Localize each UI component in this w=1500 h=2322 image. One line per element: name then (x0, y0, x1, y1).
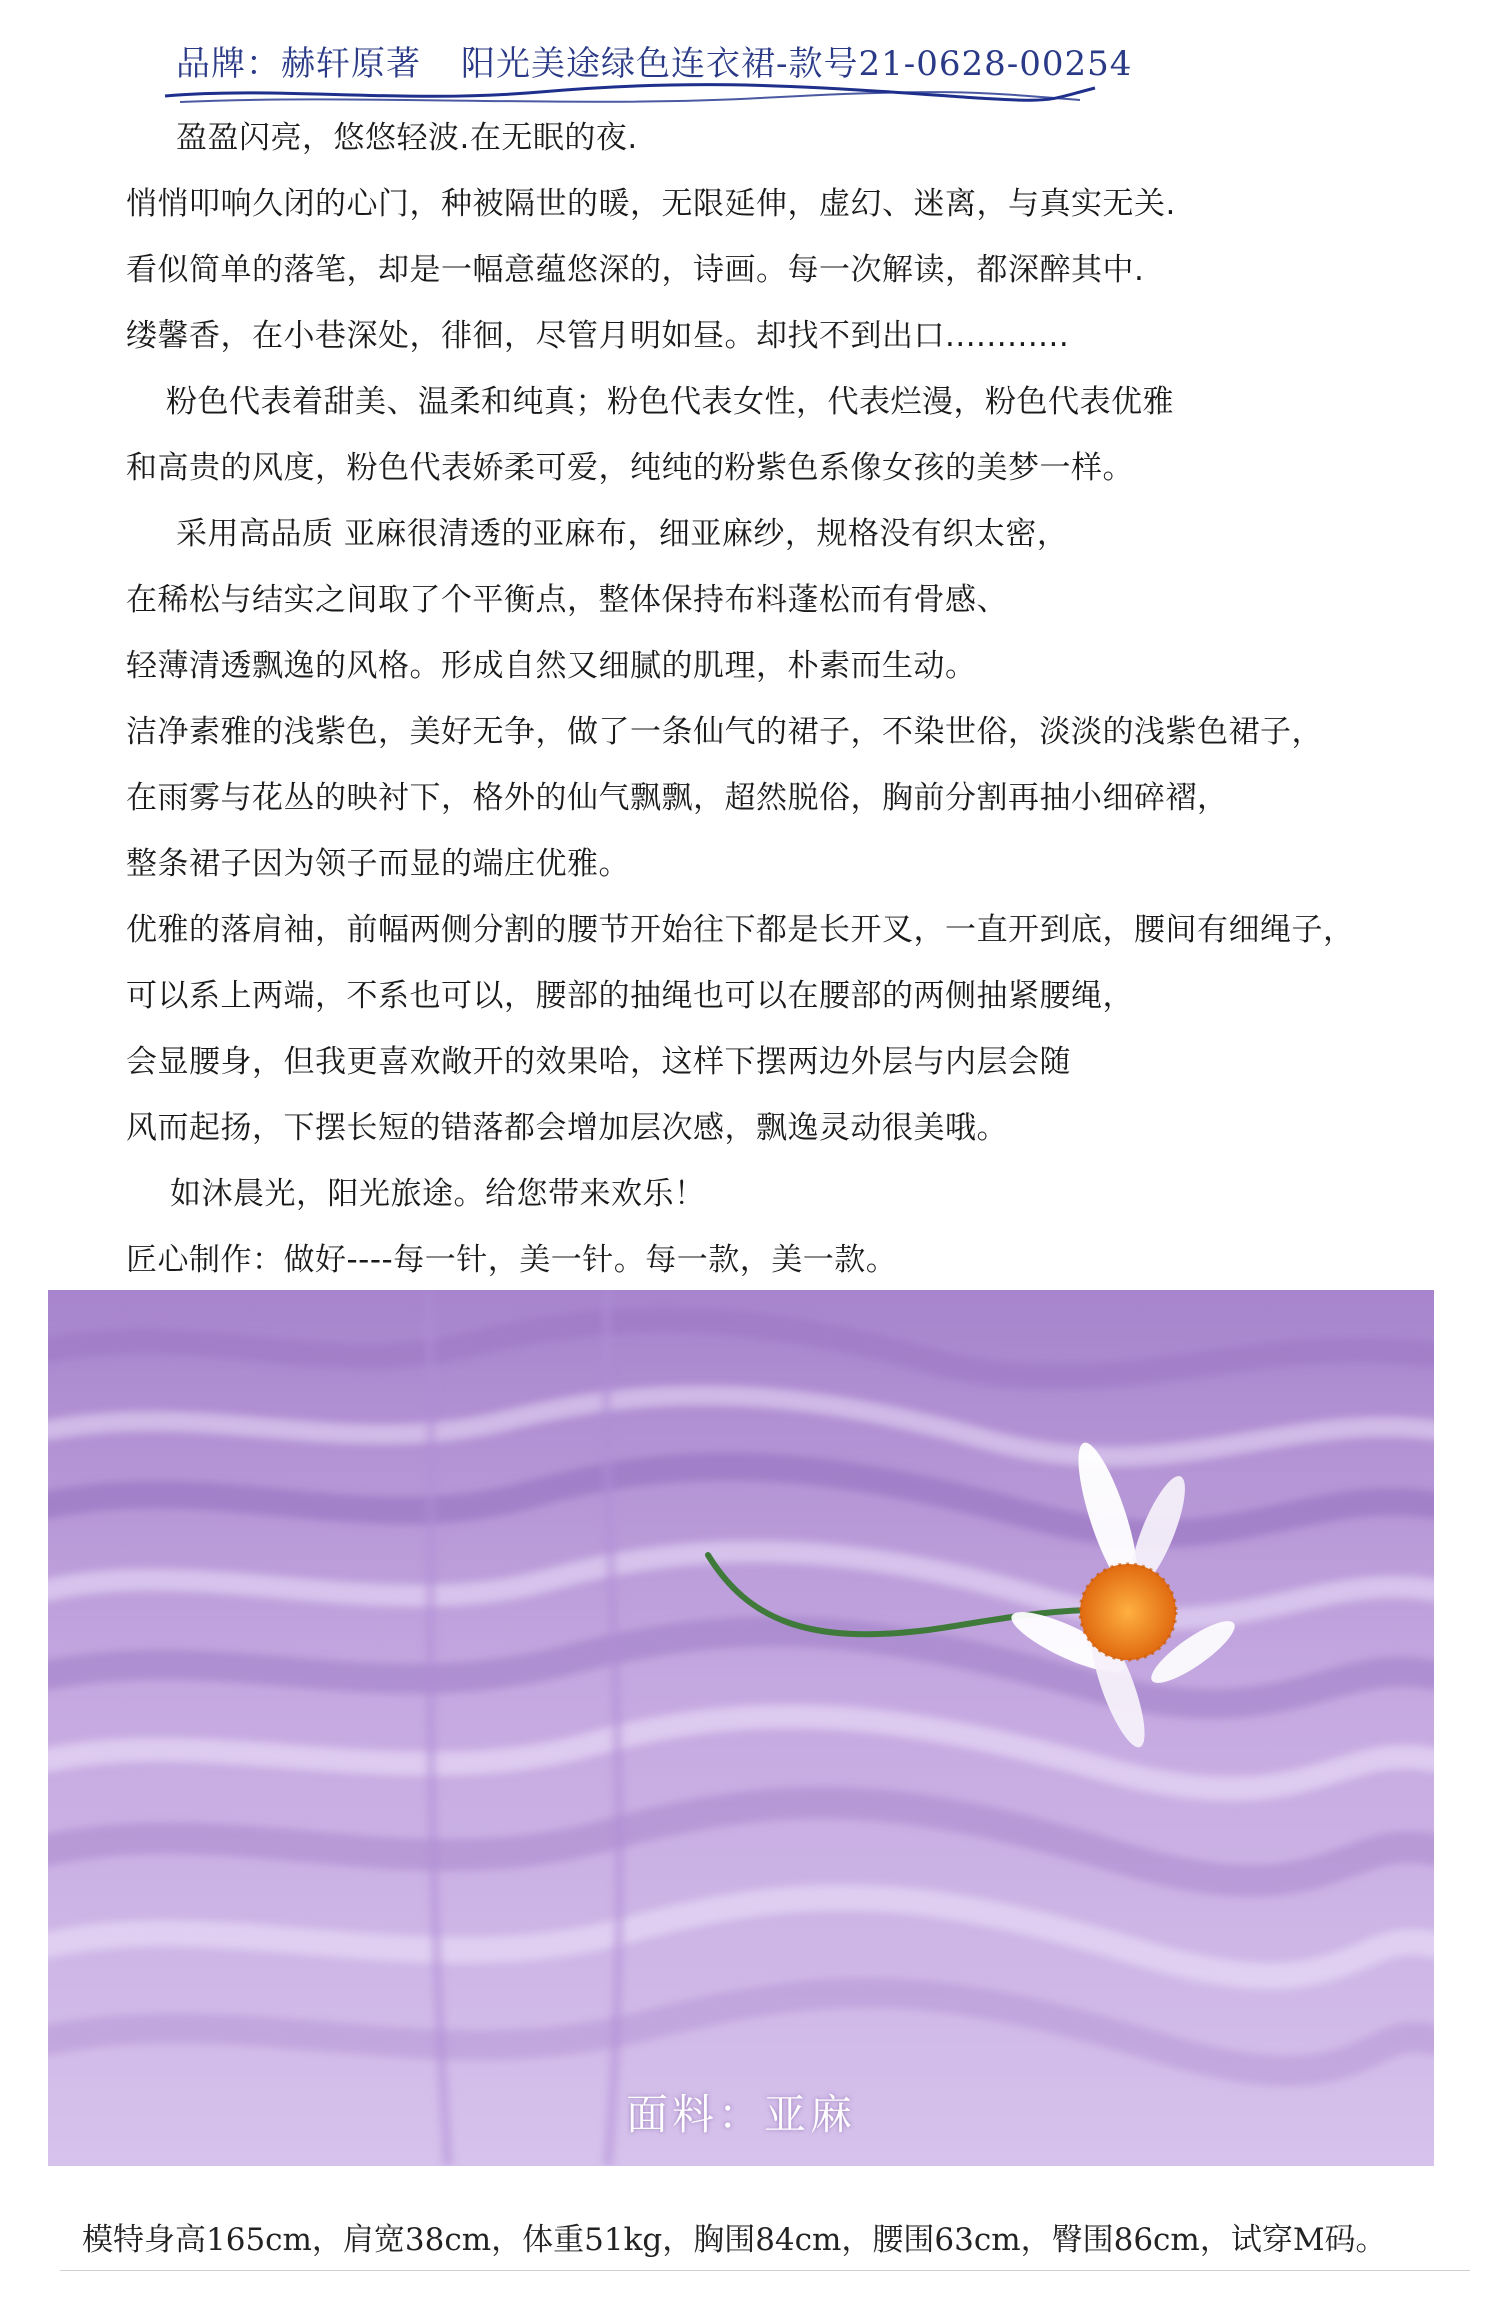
desc-line: 可以系上两端，不系也可以，腰部的抽绳也可以在腰部的两侧抽紧腰绳， (126, 978, 1134, 1014)
desc-line: 缕馨香，在小巷深处，徘徊，尽管月明如昼。却找不到出口............ (126, 318, 1070, 354)
brand-label: 品牌：赫轩原著 (176, 44, 421, 84)
desc-line: 轻薄清透飘逸的风格。形成自然又细腻的肌理，朴素而生动。 (126, 648, 977, 684)
desc-line: 风而起扬，下摆长短的错落都会增加层次感，飘逸灵动很美哦。 (126, 1110, 1008, 1146)
desc-line: 粉色代表着甜美、温柔和纯真；粉色代表女性，代表烂漫，粉色代表优雅 (166, 384, 1174, 420)
desc-line: 在雨雾与花丛的映衬下，格外的仙气飘飘，超然脱俗，胸前分割再抽小细碎褶， (126, 780, 1229, 816)
product-description (126, 105, 1486, 1293)
fabric-caption: 面料：亚麻 (625, 2090, 856, 2139)
product-title: 阳光美途绿色连衣裙-款号21-0628-00254 (461, 44, 1133, 84)
fabric-photo (48, 1290, 1434, 2166)
desc-line: 悄悄叩响久闭的心门，种被隔世的暖，无限延伸，虚幻、迷离，与真实无关. (126, 186, 1176, 222)
desc-line: 和高贵的风度，粉色代表娇柔可爱，纯纯的粉紫色系像女孩的美梦一样。 (126, 450, 1134, 486)
fabric-photo-art (48, 1290, 1434, 2166)
desc-line: 盈盈闪亮，悠悠轻波.在无眠的夜. (176, 120, 638, 156)
desc-line: 会显腰身，但我更喜欢敞开的效果哈，这样下摆两边外层与内层会随 (126, 1044, 1071, 1080)
model-specs: 模特身高165cm，肩宽38cm，体重51kg，胸围84cm，腰围63cm，臀围86cm，试穿M码。 (82, 2222, 1387, 2258)
divider (60, 2270, 1470, 2271)
desc-line: 采用高品质 亚麻很清透的亚麻布，细亚麻纱，规格没有织太密， (176, 516, 1069, 552)
desc-line: 整条裙子因为领子而显的端庄优雅。 (126, 846, 630, 882)
desc-line: 匠心制作：做好----每一针，美一针。每一款，美一款。 (126, 1242, 898, 1278)
desc-line: 看似简单的落笔，却是一幅意蕴悠深的，诗画。每一次解读，都深醉其中. (126, 252, 1145, 288)
desc-line: 洁净素雅的浅紫色，美好无争，做了一条仙气的裙子，不染世俗，淡淡的浅紫色裙子， (126, 714, 1323, 750)
desc-line: 优雅的落肩袖，前幅两侧分割的腰节开始往下都是长开叉，一直开到底，腰间有细绳子， (126, 912, 1355, 948)
desc-line: 在稀松与结实之间取了个平衡点，整体保持布料蓬松而有骨感、 (126, 582, 1008, 618)
desc-line: 如沐晨光，阳光旅途。给您带来欢乐！ (170, 1176, 706, 1212)
